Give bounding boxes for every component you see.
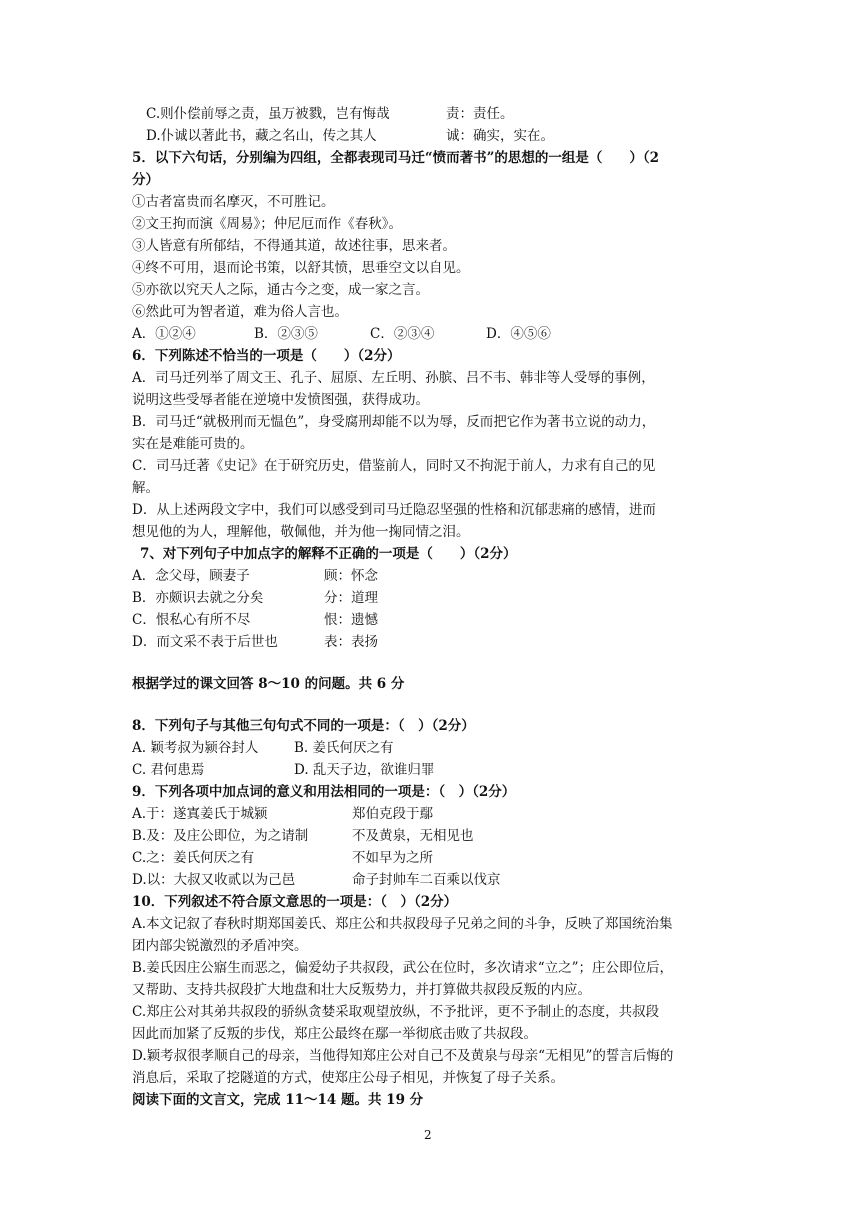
q10-d-1: D.颖考叔很孝顺自己的母亲，当他得知郑庄公对自己不及黄泉与母亲“无相见”的誓言后悔的: [132, 1048, 674, 1064]
option-d-line: D.仆诚以著此书，藏之名山，传之其人 诚：确实，实在。: [146, 128, 554, 144]
q9-option: D.以：大叔又收贰以为己邑 命子封帅车二百乘以伐京: [132, 872, 501, 888]
q5-options: [132, 323, 551, 345]
q5-option: C．②③④: [370, 326, 435, 342]
q7-option: A．念父母，顾妻子 顾：怀念: [132, 568, 378, 584]
q7-option: B．亦颇识去就之分矣 分：道理: [132, 590, 378, 606]
q9-option: C.之：姜氏何厌之有 不如早为之所: [132, 850, 433, 866]
q10-c-2: 因此而加紧了反叛的步伐，郑庄公最终在鄢一举彻底击败了共叔段。: [132, 1026, 537, 1042]
q8-options-row: A. 颖考叔为颍谷封人 B. 姜氏何厌之有: [132, 740, 394, 756]
q8-options-row: C. 君何患焉 D. 乱天子边，欲谁归罪: [132, 762, 435, 778]
q6-b-2: 实在是难能可贵的。: [132, 436, 254, 452]
q10-b-2: 又帮助、支持共叔段扩大地盘和壮大反叛势力，并打算做共叔段反叛的内应。: [132, 982, 591, 998]
q9-option: A.于：遂寘姜氏于城颍 郑伯克段于鄢: [132, 806, 433, 822]
q5-option: D．④⑤⑥: [486, 326, 551, 342]
q7-option: D．而文采不表于后世也 表：表扬: [132, 634, 378, 650]
q10-a-1: A.本文记叙了春秋时期郑国姜氏、郑庄公和共叔段母子兄弟之间的斗争，反映了郑国统治集: [132, 916, 673, 932]
q6-d-1: D．从上述两段文字中，我们可以感受到司马迁隐忍坚强的性格和沉郁悲痛的感情，进而: [132, 502, 656, 518]
q6-a-2: 说明这些受辱者能在逆境中发愤图强，获得成功。: [132, 392, 429, 408]
question-5: 5．以下六句话，分别编为四组，全都表现司马迁“愤而著书”的思想的一组是（ ）（2: [132, 150, 660, 166]
q6-a-1: A．司马迁列举了周文王、孔子、屈原、左丘明、孙膑、吕不韦、韩非等人受辱的事例，: [132, 370, 655, 386]
q10-d-2: 消息后，采取了挖隧道的方式，使郑庄公母子相见，并恢复了母子关系。: [132, 1070, 564, 1086]
question-6: 6．下列陈述不恰当的一项是（ ）（2分）: [132, 348, 401, 364]
question-10: 10．下列叙述不符合原文意思的一项是：（ ）（2分）: [132, 894, 458, 910]
q5-sentence-4: ④终不可用，退而论书策，以舒其愤，思垂空文以自见。: [132, 260, 470, 276]
q5-option: B．②③⑤: [254, 326, 318, 342]
section-heading-2: 阅读下面的文言文，完成 11～14 题。共 19 分: [132, 1092, 424, 1108]
q5-sentence-2: ②文王拘而演《周易》；仲尼厄而作《春秋》。: [132, 216, 402, 232]
q10-b-1: B.姜氏因庄公寤生而恶之，偏爱幼子共叔段，武公在位时，多次请求“立之”；庄公即位后，: [132, 960, 674, 976]
q5-option: A．①②④: [132, 326, 196, 342]
q9-option: B.及：及庄公即位，为之请制 不及黄泉，无相见也: [132, 828, 474, 844]
option-c-line: C.则仆偿前辱之责，虽万被戮，岂有悔哉 责：责任。: [146, 106, 514, 122]
q5-sentence-6: ⑥然此可为智者道，难为俗人言也。: [132, 304, 348, 320]
question-8: 8．下列句子与其他三句句式不同的一项是：（ ）（2分）: [132, 718, 475, 734]
q10-c-1: C.郑庄公对其弟共叔段的骄纵贪婪采取观望放纵，不予批评，更不予制止的态度，共叔段: [132, 1004, 660, 1020]
q10-a-2: 团内部尖锐激烈的矛盾冲突。: [132, 938, 308, 954]
question-9: 9．下列各项中加点词的意义和用法相同的一项是：（ ）（2分）: [132, 784, 516, 800]
q6-b-1: B．司马迁“就极刑而无愠色”，身受腐刑却能不以为辱，反而把它作为著书立说的动力，: [132, 414, 656, 430]
page-number: 2: [424, 1128, 432, 1142]
question-7: 7、对下列句子中加点字的解释不正确的一项是（ ）（2分）: [140, 546, 517, 562]
section-heading-1: 根据学过的课文回答 8～10 的问题。共 6 分: [132, 676, 405, 692]
q6-c-1: C．司马迁著《史记》在于研究历史，借鉴前人，同时又不拘泥于前人，力求有自己的见: [132, 458, 656, 474]
q5-sentence-1: ①古者富贵而名摩灭，不可胜记。: [132, 194, 335, 210]
q6-c-2: 解。: [132, 480, 159, 496]
q6-d-2: 想见他的为人，理解他，敬佩他，并为他一掬同情之泪。: [132, 524, 470, 540]
q5-sentence-3: ③人皆意有所郁结，不得通其道，故述往事，思来者。: [132, 238, 456, 254]
q5-sentence-5: ⑤亦欲以究天人之际，通古今之变，成一家之言。: [132, 282, 429, 298]
question-5-cont: 分）: [132, 172, 159, 188]
q7-option: C．恨私心有所不尽 恨：遗憾: [132, 612, 378, 628]
